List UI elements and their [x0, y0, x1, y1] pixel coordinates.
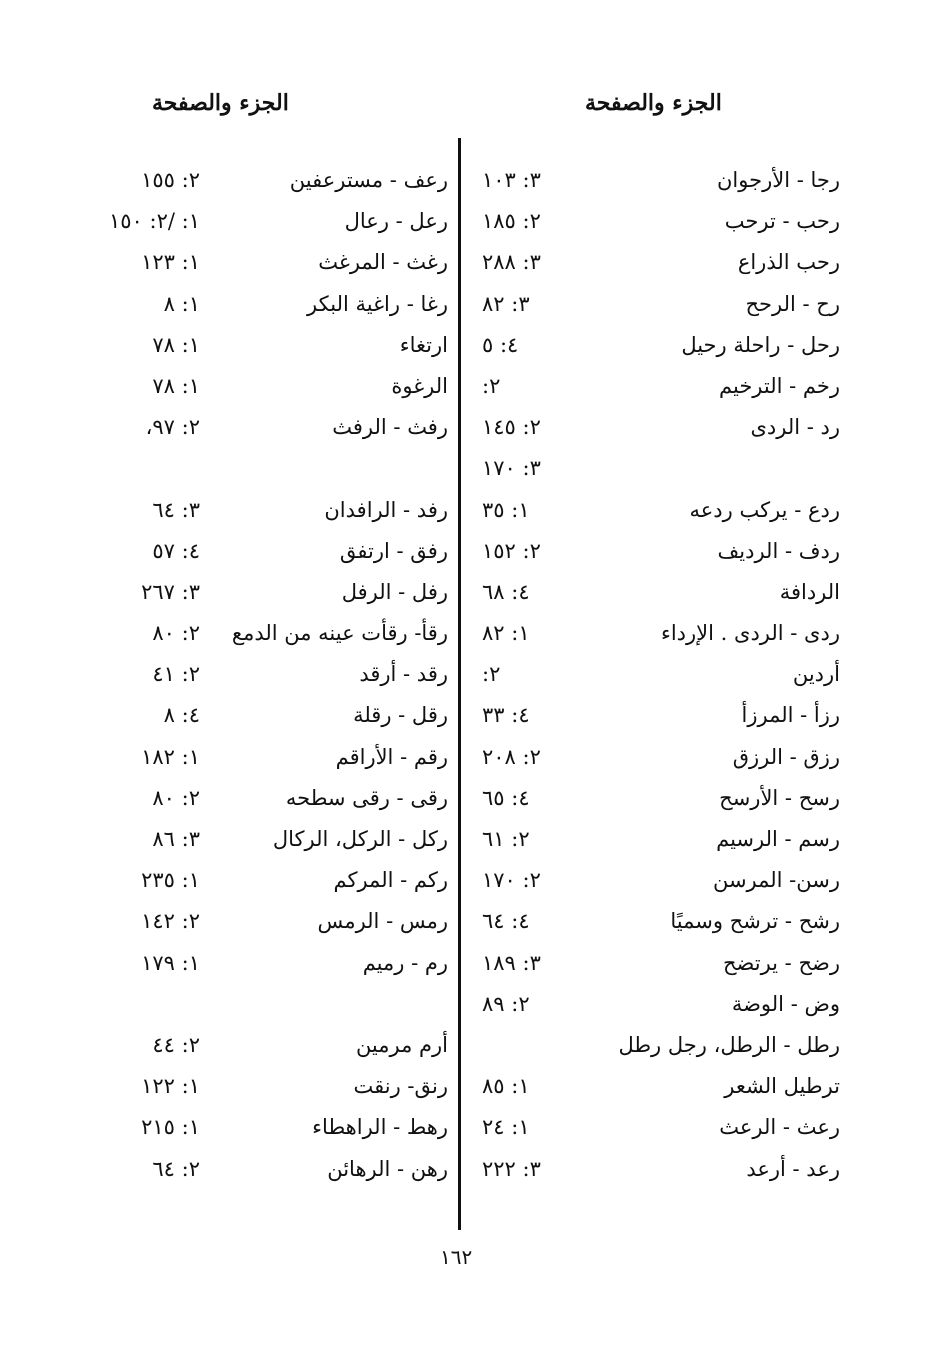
index-entry — [40, 531, 448, 572]
entry-reference: ١: ٨٢ — [482, 621, 530, 646]
entry-term: رزأ - المرزأ — [741, 703, 840, 728]
column-divider — [458, 138, 461, 1230]
entry-term: ارتغاء — [399, 332, 448, 357]
entry-reference: ١: ٧٨ — [152, 332, 200, 357]
index-entry — [40, 984, 448, 1025]
entry-term: رهن - الرهائن — [327, 1156, 448, 1181]
entry-reference: ٣: ١٨٩ — [482, 950, 541, 975]
index-entry — [40, 572, 448, 613]
entry-reference: ٤: ٥ — [482, 332, 519, 357]
index-entry — [470, 901, 840, 942]
entry-reference: ٣: ٢٨٨ — [482, 250, 541, 275]
entry-reference: ٣: ١٧٠ — [482, 456, 541, 481]
index-entry — [40, 407, 448, 448]
index-entry — [470, 943, 840, 984]
index-entry — [470, 325, 840, 366]
entry-term: رعد - أرعد — [746, 1156, 840, 1181]
entry-reference: ٢: ٨٠ — [152, 621, 200, 646]
entry-term: رحب - ترحب — [724, 209, 840, 234]
entry-reference: ٣: ٢٦٧ — [141, 579, 200, 604]
entry-term: رقل - رقلة — [353, 703, 448, 728]
entry-term: رشح - ترشح وسميًا — [670, 909, 840, 934]
index-entry — [40, 160, 448, 201]
entry-term: رفث - الرفث — [332, 415, 448, 440]
entry-reference: ٢: ١٥٢ — [482, 538, 541, 563]
entry-reference: ١: ٨٥ — [482, 1074, 530, 1099]
index-entry — [470, 984, 840, 1025]
entry-reference: ٢: ٨٩ — [482, 991, 530, 1016]
entry-term: رسن- المرسن — [712, 868, 840, 893]
entry-reference: ١: ١٨٢ — [141, 744, 200, 769]
entry-term: ركل - الركل، الركال — [272, 827, 448, 851]
index-entry — [470, 778, 840, 819]
entry-reference: ١: ١٧٩ — [141, 950, 200, 975]
index-entry — [470, 201, 840, 242]
index-entry — [40, 490, 448, 531]
index-entry — [40, 778, 448, 819]
index-entry — [40, 860, 448, 901]
entry-reference: ٣: ٦٤ — [152, 497, 200, 522]
entry-reference: ١: ٢٤ — [482, 1115, 530, 1140]
index-entry — [40, 242, 448, 283]
entry-reference: ١: ١٢٣ — [141, 250, 200, 275]
left-index-column — [40, 160, 448, 1190]
entry-term: وض - الوضة — [731, 991, 840, 1016]
entry-reference: ٢: ١٥٥ — [141, 168, 200, 192]
right-index-column — [470, 160, 840, 1190]
index-entry — [470, 531, 840, 572]
index-entry — [470, 1107, 840, 1148]
index-entry — [470, 572, 840, 613]
entry-term: أردين — [792, 662, 840, 687]
index-entry — [40, 613, 448, 654]
entry-term: ركم - المركم — [333, 868, 448, 893]
right-column-header: الجزء والصفحة — [585, 90, 722, 116]
entry-reference: ٣: ٨٢ — [482, 291, 530, 316]
index-entry — [470, 695, 840, 736]
entry-term: ردى - الردى . الإرداء — [660, 621, 840, 646]
index-entry — [40, 1107, 448, 1148]
entry-reference: ٢: ١٧٠ — [482, 868, 541, 893]
entry-term: رعف - مسترعفين — [289, 168, 448, 192]
entry-reference: ٢: — [482, 662, 501, 687]
entry-term: أرم مرمين — [355, 1032, 448, 1057]
entry-term: رح - الرحح — [745, 291, 840, 316]
entry-reference: ١: ١٢٢ — [141, 1074, 200, 1099]
index-entry — [470, 407, 840, 448]
index-entry — [470, 737, 840, 778]
entry-term: رد - الردى — [750, 415, 840, 440]
entry-reference: ١: ٢٣٥ — [141, 868, 200, 893]
entry-term: رسم - الرسيم — [716, 827, 840, 851]
index-entry — [40, 448, 448, 489]
index-entry — [40, 1066, 448, 1107]
entry-reference: ٢: ١٨٥ — [482, 209, 541, 234]
index-entry — [40, 901, 448, 942]
entry-term: رعث - الرعث — [719, 1115, 840, 1140]
index-entry — [470, 613, 840, 654]
entry-term: رخم - الترخيم — [719, 373, 840, 398]
entry-term: رجا - الأرجوان — [716, 168, 840, 192]
index-entry — [470, 160, 840, 201]
index-entry — [40, 737, 448, 778]
entry-term: رحل - راحلة رحيل — [681, 332, 840, 357]
entry-reference: ٤: ٨ — [163, 703, 200, 728]
index-entry — [470, 366, 840, 407]
index-entry — [470, 448, 840, 489]
entry-reference: ٢: ٨٠ — [152, 785, 200, 810]
entry-reference: ١: ٢١٥ — [141, 1115, 200, 1140]
entry-term: رعل - رعال — [344, 209, 448, 234]
entry-reference: ٤: ٦٥ — [482, 785, 530, 810]
left-column-header: الجزء والصفحة — [152, 90, 289, 116]
entry-term: رفل - الرفل — [341, 579, 448, 604]
entry-reference: ٢: ١٤٥ — [482, 415, 541, 440]
index-entry — [40, 695, 448, 736]
entry-term: رغث - المرغث — [318, 250, 448, 275]
entry-reference: ٢: ٦٤ — [152, 1156, 200, 1181]
entry-term: رضح - يرتضح — [722, 950, 840, 975]
entry-reference: ١: ٨ — [163, 291, 200, 316]
index-entry — [470, 284, 840, 325]
entry-reference: ١: ٧٨ — [152, 373, 200, 398]
index-entry — [40, 819, 448, 860]
entry-reference: ٣: ٨٦ — [152, 827, 200, 851]
entry-term: رطل - الرطل، رجل رطل — [618, 1032, 840, 1057]
entry-reference: ٢: ٤٤ — [152, 1032, 200, 1057]
index-entry — [40, 325, 448, 366]
entry-reference: ٢: ٩٧، — [145, 415, 200, 440]
entry-term: ردع - يركب ردعه — [689, 497, 840, 522]
index-entry — [40, 1025, 448, 1066]
entry-term: الردافة — [779, 579, 840, 604]
index-entry — [40, 201, 448, 242]
entry-term: رزق - الرزق — [732, 744, 840, 769]
index-entry — [470, 819, 840, 860]
entry-reference: ٤: ٦٨ — [482, 579, 530, 604]
index-entry — [40, 943, 448, 984]
index-entry — [470, 1025, 840, 1066]
entry-reference: ٢: ٤١ — [152, 662, 200, 687]
entry-term: رمس - الرمس — [317, 909, 448, 934]
entry-reference: ٢: ٦١ — [482, 827, 530, 851]
index-entry — [40, 284, 448, 325]
entry-term: رغا - راغية البكر — [307, 291, 448, 316]
entry-reference: ١: ٣٥ — [482, 497, 530, 522]
page-number: ١٦٢ — [440, 1245, 473, 1269]
entry-reference: ٣: ٢٢٢ — [482, 1156, 541, 1181]
entry-term: رفد - الرافدان — [324, 497, 448, 522]
index-entry — [470, 242, 840, 283]
entry-term: رقد - أرقد — [359, 662, 448, 687]
entry-term: الرغوة — [391, 373, 448, 398]
entry-term: رقأ- رقأت عينه من الدمع — [231, 621, 448, 646]
entry-term: رقى - رقى سطحه — [285, 785, 448, 810]
index-entry — [40, 366, 448, 407]
entry-reference: ٢: ٢٠٨ — [482, 744, 541, 769]
entry-term: رنق- رنقت — [353, 1074, 448, 1099]
index-entry — [470, 490, 840, 531]
index-entry — [40, 1149, 448, 1190]
entry-term: رسح - الأرسح — [719, 785, 840, 810]
entry-reference: ٤: ٦٤ — [482, 909, 530, 934]
entry-term: رهط - الراهطاء — [312, 1115, 448, 1140]
index-entry — [470, 1066, 840, 1107]
index-entry — [470, 1149, 840, 1190]
index-entry — [40, 654, 448, 695]
entry-term: رفق - ارتفق — [339, 538, 448, 563]
entry-reference: ٢: — [482, 373, 501, 398]
entry-reference: ٢: ١٤٢ — [141, 909, 200, 934]
entry-term: رقم - الأراقم — [335, 744, 448, 769]
entry-term: ترطيل الشعر — [724, 1074, 840, 1099]
entry-term: رم - رميم — [362, 950, 448, 975]
entry-reference: ٤: ٣٣ — [482, 703, 530, 728]
index-entry — [470, 860, 840, 901]
entry-reference: ٤: ٥٧ — [152, 538, 200, 563]
index-entry — [470, 654, 840, 695]
entry-reference: ٣: ١٠٣ — [482, 168, 541, 192]
entry-term: ردف - الرديف — [717, 538, 840, 563]
entry-term: رحب الذراع — [737, 250, 840, 275]
entry-reference: ١: /٢: ١٥٠ — [109, 209, 200, 234]
